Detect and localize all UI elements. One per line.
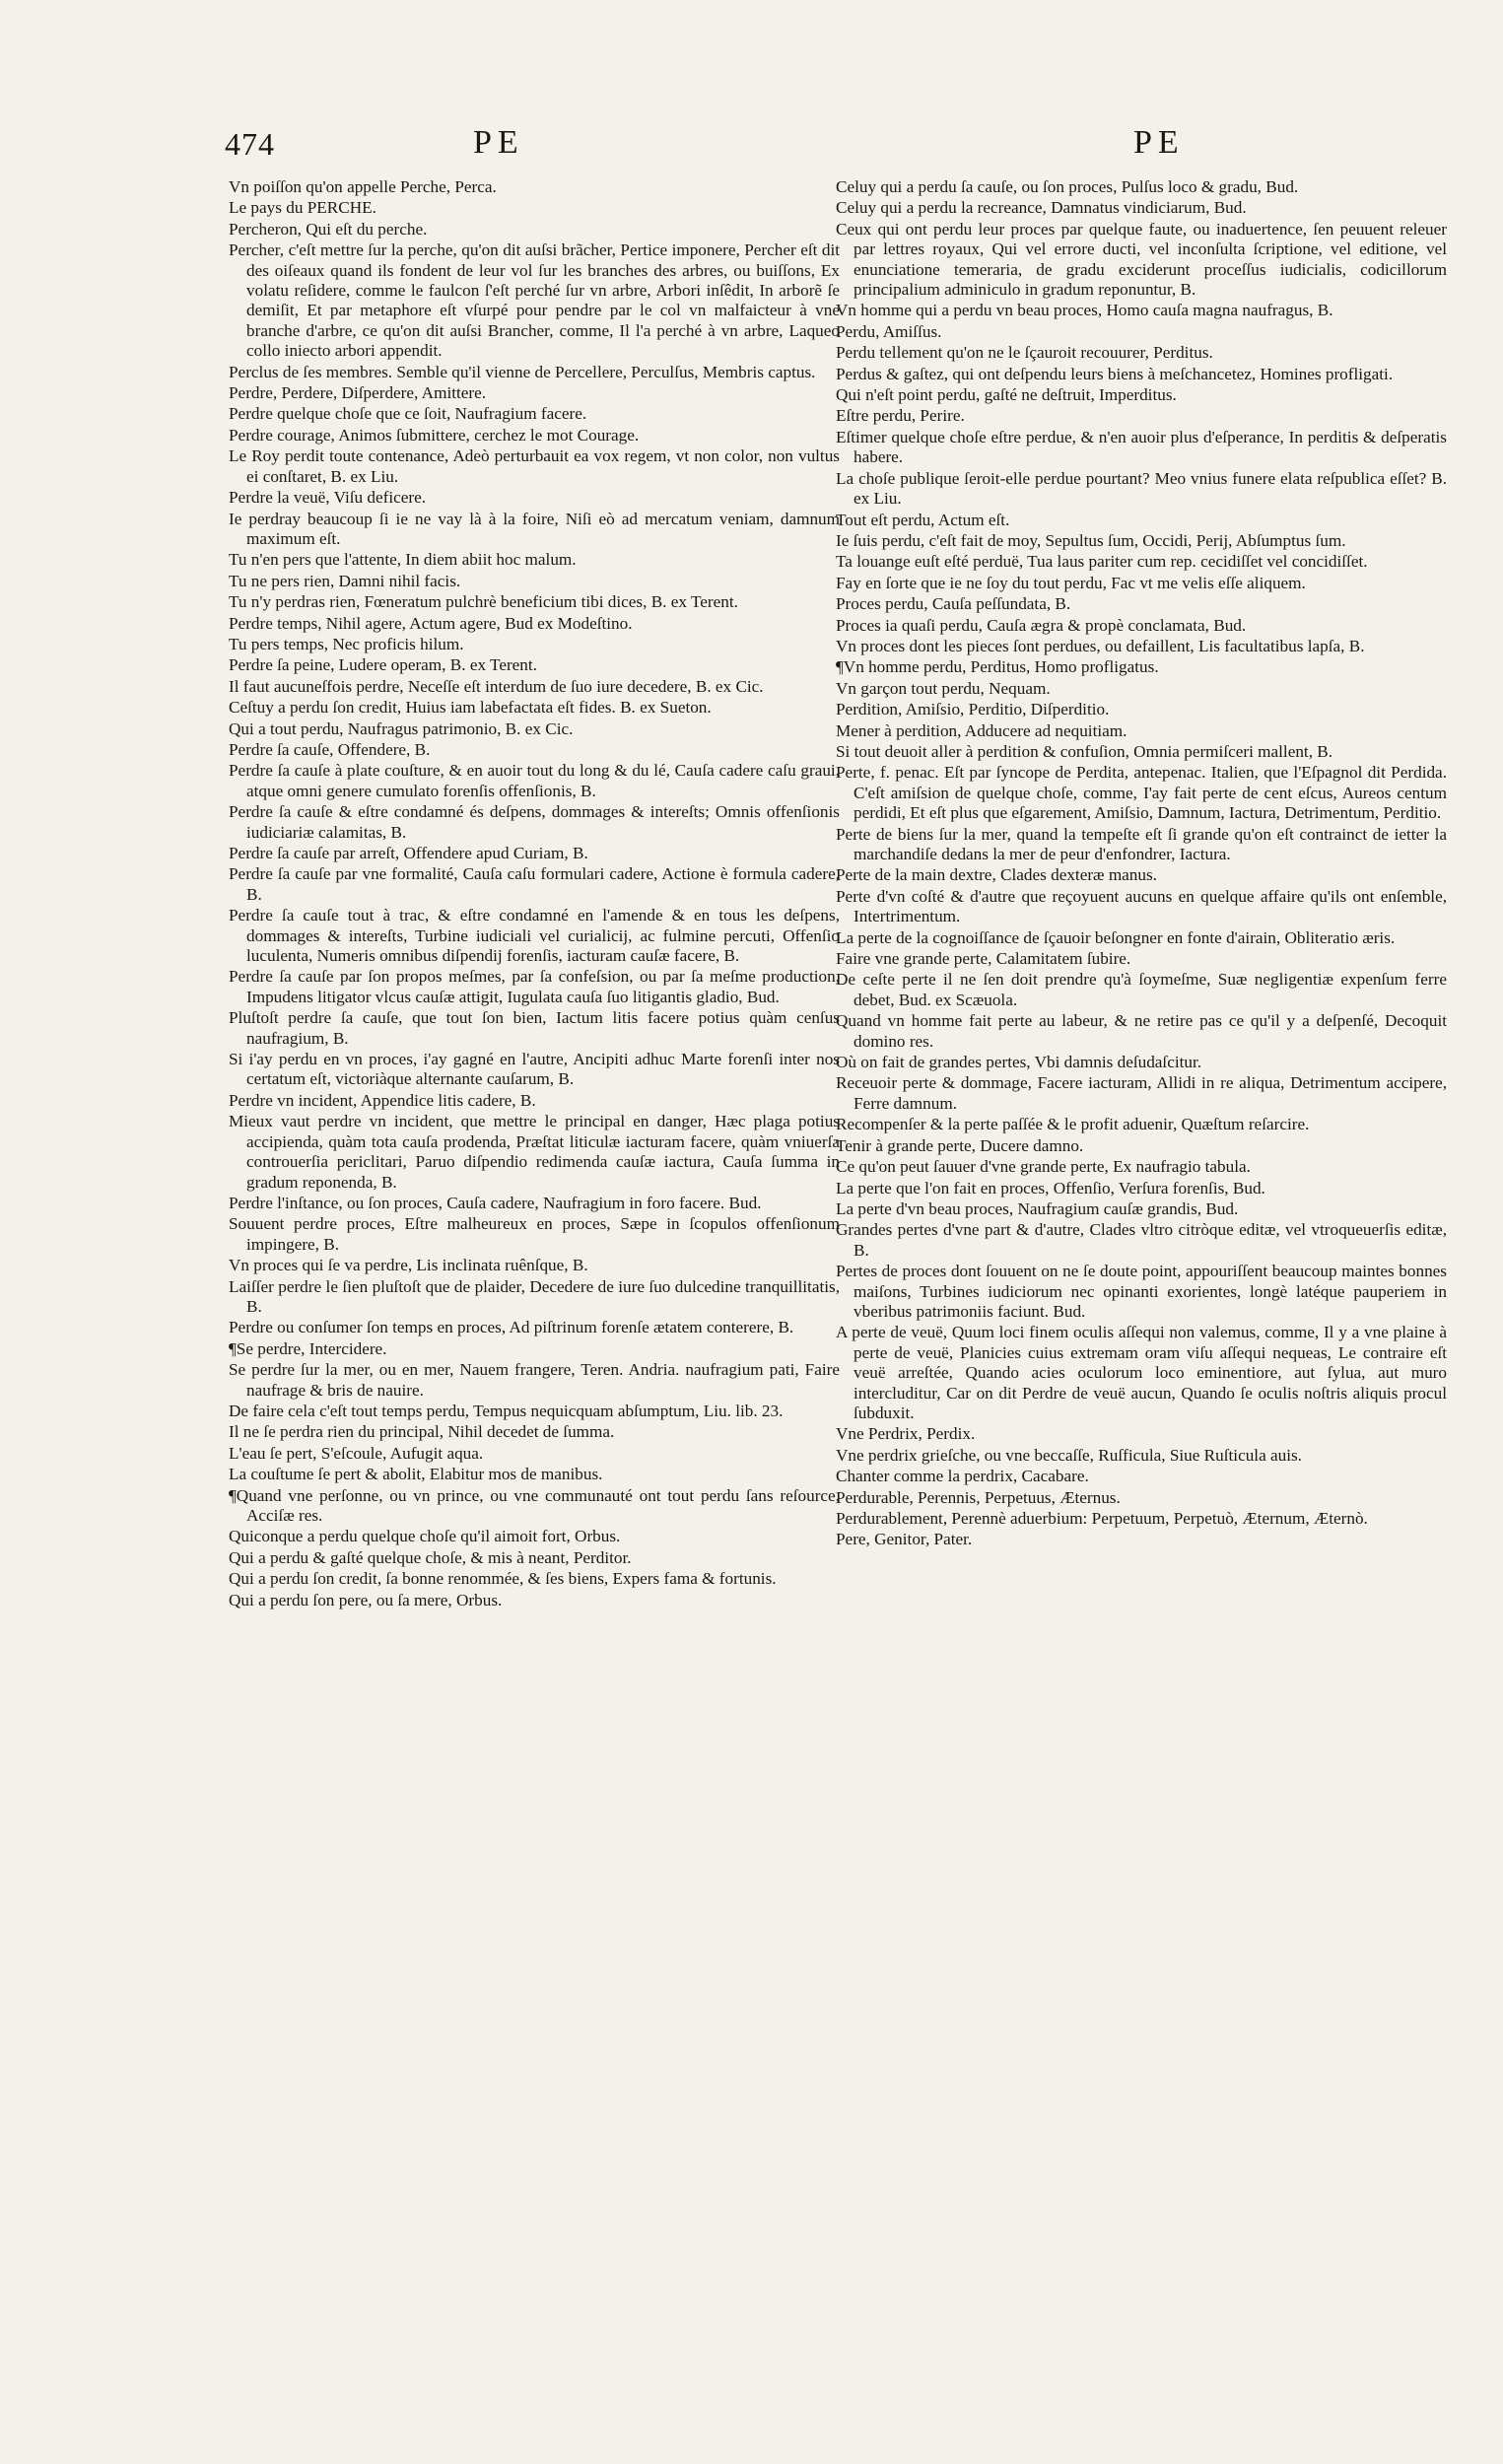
entry: Vne perdrix grieſche, ou vne beccaſſe, Ruſficula, Siue Ruſticula auis. <box>836 1445 1302 1465</box>
entry: Perdre ou conſumer ſon temps en proces, Ad piſtrinum forenſe ætatem conterere, B. <box>229 1318 794 1337</box>
entry: Percher, c'eſt mettre ſur la perche, qu'on dit auſsi brãcher, Pertice imponere, Percher eſt dit des oiſeaux quand ils fondent de leur vol ſur les branches des arbres, ou buiſſons, Ex volatu reſidere, comme le faulcon ſ'eſt perché ſur vn arbre, Arbori inſêdit, In arborẽ ſe demiſit, Et par metaphore eſt vſurpé pour pendre par le col vn malfaicteur à vne branche d'arbre, ce qu'on dit auſsi Brancher, comme, Il l'a perché à vn arbre, Laqueo collo iniecto arbori appendit. <box>229 240 840 361</box>
entry: La choſe publique ſeroit-elle perdue pourtant? Meo vnius funere elata reſpublica eſſet? B. ex Liu. <box>836 468 1447 509</box>
entry: Qui a perdu ſon pere, ou ſa mere, Orbus. <box>229 1590 503 1609</box>
entry: Perdre courage, Animos ſubmittere, cerchez le mot Courage. <box>229 425 640 445</box>
entry: Mener à perdition, Adducere ad nequitiam. <box>836 720 1127 740</box>
entry: Si i'ay perdu en vn proces, i'ay gagné en l'autre, Ancipiti adhuc Marte forenſi inter nos certatum eſt, victoriàque alternante cauſarum, B. <box>229 1050 840 1089</box>
entry: Tu n'en pers que l'attente, In diem abiit hoc malum. <box>229 550 577 570</box>
entry: Vn poiſſon qu'on appelle Perche, Perca. <box>229 177 497 196</box>
entry: Perte, f. penac. Eſt par ſyncope de Perdita, antepenac. Italien, que l'Eſpagnol dit Perdida. C'eſt amiſsion de quelque choſe, comme, I'ay fait perte de cent eſcus, Aureos centum perdidi, Et eſt plus que eſgarement, Amiſsio, Damnum, Iactura, Detrimentum, Perditio. <box>836 763 1447 823</box>
entry: Perdre ſa cauſe à plate couſture, & en auoir tout du long & du lé, Cauſa cadere caſu graui, atque omni genere cumulato forenſis offenſionis, B. <box>229 761 840 800</box>
entry: Pertes de proces dont ſouuent on ne ſe doute point, appouriſſent beaucoup maintes bonnes maiſons, Turbines iudiciorum nec opinanti exorientes, longè latéque pauperiem in vberibus patrimoniis faciunt. Bud. <box>836 1262 1447 1321</box>
entry: Celuy qui a perdu la recreance, Damnatus vindiciarum, Bud. <box>836 198 1247 218</box>
entry: Vne Perdrix, Perdix. <box>836 1424 976 1444</box>
entry: Qui n'eſt point perdu, gaſté ne deſtruit, Imperditus. <box>836 385 1177 405</box>
entry: ¶Se perdre, Intercidere. <box>229 1338 387 1358</box>
left-column <box>229 177 840 1611</box>
entry: Perdre, Perdere, Diſperdere, Amittere. <box>229 383 487 403</box>
entry: Recompenſer & la perte paſſée & le profit aduenir, Quæſtum reſarcire. <box>836 1115 1310 1134</box>
entry: Ceux qui ont perdu leur proces par quelque faute, ou inaduertence, ſen peuuent releuer par lettres royaux, Qui vel errore ducti, vel inconſulta ſcriptione, vel editione, vel enunciatione temeraria, de gradu exciderunt proceſſus iudicialis, codicillorum principalium adminiculo in gradum reponuntur, B. <box>836 219 1447 300</box>
entry: Perte de biens ſur la mer, quand la tempeſte eſt ſi grande qu'on eſt contrainct de ietter la marchandiſe dedans la mer de peur d'enfondrer, Iactura. <box>836 824 1447 863</box>
entry: Fay en ſorte que ie ne ſoy du tout perdu, Fac vt me velis eſſe aliquem. <box>836 573 1306 592</box>
entry: Ta louange euſt eſté perduë, Tua laus pariter cum rep. cecidiſſet vel concidiſſet. <box>836 552 1368 572</box>
entry: Perdre ſa peine, Ludere operam, B. ex Terent. <box>229 655 537 675</box>
entry: Perdre temps, Nihil agere, Actum agere, Bud ex Modeſtino. <box>229 613 633 633</box>
entry: ¶Vn homme perdu, Perditus, Homo profligatus. <box>836 657 1159 677</box>
entry: Où on fait de grandes pertes, Vbi damnis deſudaſcitur. <box>836 1053 1202 1072</box>
entry: Perdition, Amiſsio, Perditio, Diſperditio. <box>836 700 1110 719</box>
entry: Perte d'vn coſté & d'autre que reçoyuent aucuns en quelque affaire qu'ils ont enſemble, Intertrimentum. <box>836 886 1447 926</box>
entry: Ceſtuy a perdu ſon credit, Huius iam labefactata eſt fides. B. ex Sueton. <box>229 698 712 718</box>
entry: A perte de veuë, Quum loci finem oculis aſſequi non valemus, comme, Il y a vne plaine à perte de veuë, Planicies cuius extremam oram viſu aſſequi nequeas, Le contraire eſt veuë arreſtée, Quando acies oculorum loco eminentiore, aut ſylua, aut muro intercluditur, Car on dit Perdre de veuë aucun, Quando ſe oculis noſtris aliquis procul ſubduxit. <box>836 1323 1447 1422</box>
entry: Le pays du PERCHE. <box>229 198 376 218</box>
entry: La perte d'vn beau proces, Naufragium cauſæ grandis, Bud. <box>836 1198 1239 1218</box>
right-column <box>836 177 1447 1551</box>
entry: Perdre ſa cauſe & eſtre condamné és deſpens, dommages & intereſts; Omnis offenſionis iudiciariæ calamitas, B. <box>229 802 840 842</box>
entry: Perdre ſa cauſe, Offendere, B. <box>229 739 431 759</box>
entry: Tenir à grande perte, Ducere damno. <box>836 1135 1084 1155</box>
entry: De ceſte perte il ne ſen doit prendre qu'à ſoymeſme, Suæ negligentiæ expenſum ferre debet, Bud. ex Scæuola. <box>836 970 1447 1009</box>
entry: Proces ia quaſi perdu, Cauſa ægra & propè conclamata, Bud. <box>836 615 1247 635</box>
entry: Chanter comme la perdrix, Cacabare. <box>836 1467 1089 1486</box>
entry: Tu pers temps, Nec proficis hilum. <box>229 634 464 653</box>
entry: Perdu tellement qu'on ne le ſçauroit recouurer, Perditus. <box>836 343 1213 363</box>
entry: Perte de la main dextre, Clades dexteræ manus. <box>836 865 1157 885</box>
entry: Ce qu'on peut ſauuer d'vne grande perte, Ex naufragio tabula. <box>836 1157 1251 1177</box>
entry: Perdre ſa cauſe tout à trac, & eſtre condamné en l'amende & en tous les deſpens, dommages & intereſts, Turbine iudiciali vel curialicij, ac fulmine percuti, Offenſio luculenta, Numeris omnibus diſpendij forenſis, iacturam cauſæ facere, B. <box>229 906 840 966</box>
entry: Quand vn homme fait perte au labeur, & ne retire pas ce qu'il y a deſpenſé, Decoquit domino res. <box>836 1011 1447 1051</box>
entry: Celuy qui a perdu ſa cauſe, ou ſon proces, Pulſus loco & gradu, Bud. <box>836 177 1299 196</box>
entry: Perdre quelque choſe que ce ſoit, Naufragium facere. <box>229 404 587 424</box>
entry: De faire cela c'eſt tout temps perdu, Tempus nequicquam abſumptum, Liu. lib. 23. <box>229 1401 784 1420</box>
entry: Percheron, Qui eſt du perche. <box>229 219 428 239</box>
entry: Eſtre perdu, Perire. <box>836 406 965 426</box>
entry: Receuoir perte & dommage, Facere iacturam, Allidi in re aliqua, Detrimentum accipere, Ferre damnum. <box>836 1073 1447 1113</box>
entry: Perdre ſa cauſe par arreſt, Offendere apud Curiam, B. <box>229 844 588 862</box>
entry: Tu n'y perdras rien, Fœneratum pulchrè beneficium tibi dices, B. ex Terent. <box>229 592 738 612</box>
entry: Perdurable, Perennis, Perpetuus, Æternus. <box>836 1487 1121 1507</box>
entry: Vn garçon tout perdu, Nequam. <box>836 678 1051 698</box>
entry: Tu ne pers rien, Damni nihil facis. <box>229 571 461 590</box>
entry: Eſtimer quelque choſe eſtre perdue, & n'en auoir plus d'eſperance, In perditis & deſperatis habere. <box>836 427 1447 467</box>
entry: La couſtume ſe pert & abolit, Elabitur mos de manibus. <box>229 1465 603 1484</box>
entry: La perte de la cognoiſſance de ſçauoir beſongner en fonte d'airain, Obliteratio æris. <box>836 927 1396 947</box>
entry: Perdus & gaſtez, qui ont deſpendu leurs biens à meſchancetez, Homines profligati. <box>836 364 1394 383</box>
entry: Il faut aucuneſfois perdre, Neceſſe eſt interdum de ſuo iure decedere, B. ex Cic. <box>229 676 764 696</box>
entry: Quiconque a perdu quelque choſe qu'il aimoit fort, Orbus. <box>229 1527 621 1546</box>
entry: Perclus de ſes membres. Semble qu'il vienne de Percellere, Perculſus, Membris captus. <box>229 362 816 381</box>
entry: Perdre la veuë, Viſu deficere. <box>229 488 427 508</box>
entry: Perdre l'inſtance, ou ſon proces, Cauſa cadere, Naufragium in foro facere. Bud. <box>229 1193 762 1212</box>
entry: Ie ſuis perdu, c'eſt fait de moy, Sepultus ſum, Occidi, Perij, Abſumptus ſum. <box>836 530 1346 550</box>
entry: Perdurablement, Perennè aduerbium: Perpetuum, Perpetuò, Æternum, Æternò. <box>836 1509 1368 1528</box>
entry: L'eau ſe pert, S'eſcoule, Aufugit aqua. <box>229 1443 484 1463</box>
running-head-left: PE <box>473 124 524 161</box>
entry: Vn proces dont les pieces ſont perdues, ou defaillent, Lis facultatibus lapſa, B. <box>836 636 1365 655</box>
entry: Tout eſt perdu, Actum eſt. <box>836 510 1010 529</box>
entry: Il ne ſe perdra rien du principal, Nihil decedet de ſumma. <box>229 1422 615 1442</box>
entry: Le Roy perdit toute contenance, Adeò perturbauit ea vox regem, vt non color, non vultus ei conſtaret, B. ex Liu. <box>229 446 840 486</box>
entry: Vn proces qui ſe va perdre, Lis inclinata ruênſque, B. <box>229 1256 588 1275</box>
entry: Pluſtoſt perdre ſa cauſe, que tout ſon bien, Iactum litis facere potius quàm cenſus naufragium, B. <box>229 1008 840 1048</box>
entry: Souuent perdre proces, Eſtre malheureux en proces, Sæpe in ſcopulos offenſionum impingere, B. <box>229 1214 840 1254</box>
entry: Perdre ſa cauſe par ſon propos meſmes, par ſa confeſsion, ou par ſa meſme production, Impudens litigator vlcus cauſæ attigit, Iugulata cauſa ſuo litigantis gladio, Bud. <box>229 967 840 1006</box>
entry: Pere, Genitor, Pater. <box>836 1530 973 1549</box>
entry: Vn homme qui a perdu vn beau proces, Homo cauſa magna naufragus, B. <box>836 301 1333 320</box>
page-header <box>225 126 1459 173</box>
entry: Se perdre ſur la mer, ou en mer, Nauem frangere, Teren. Andria. naufragium pati, Faire naufrage & bris de nauire. <box>229 1360 840 1400</box>
entry: Mieux vaut perdre vn incident, que mettre le principal en danger, Hæc plaga potius accipienda, quàm tota cauſa prodenda, Præſtat liticulæ iacturam facere, quàm vniuerſa controuerſia periclitari, Paruo diſpendio redimenda cauſæ iactura, Cauſa ſumma in gradum reponenda, B. <box>229 1112 840 1192</box>
entry: Ie perdray beaucoup ſi ie ne vay là à la foire, Niſi eò ad mercatum veniam, damnum maximum eſt. <box>229 509 840 548</box>
entry: Qui a perdu ſon credit, ſa bonne renommée, & ſes biens, Expers fama & fortunis. <box>229 1569 777 1589</box>
entry: Laiſſer perdre le ſien pluſtoſt que de plaider, Decedere de iure ſuo dulcedine tranquillitatis, B. <box>229 1276 840 1316</box>
entry: Faire vne grande perte, Calamitatem ſubire. <box>836 949 1131 969</box>
entry: Si tout deuoit aller à perdition & confuſion, Omnia permiſceri mallent, B. <box>836 741 1333 761</box>
running-head-right: PE <box>1133 124 1185 161</box>
entry: Perdu, Amiſſus. <box>836 321 942 341</box>
entry: Perdre ſa cauſe par vne formalité, Cauſa caſu formulari cadere, Actione è formula cadere, B. <box>229 864 840 904</box>
entry: ¶Quand vne perſonne, ou vn prince, ou vne communauté ont tout perdu ſans reſource, Acciſæ res. <box>229 1485 840 1525</box>
entry: Qui a tout perdu, Naufragus patrimonio, B. ex Cic. <box>229 719 574 738</box>
entry: Qui a perdu & gaſté quelque choſe, & mis à neant, Perditor. <box>229 1547 632 1567</box>
entry: Proces perdu, Cauſa peſſundata, B. <box>836 594 1071 614</box>
page-number: 474 <box>225 126 275 162</box>
entry: Grandes pertes d'vne part & d'autre, Clades vltro citròque editæ, vel vtroqueuerſis editæ, B. <box>836 1220 1447 1260</box>
entry: Perdre vn incident, Appendice litis cadere, B. <box>229 1090 536 1110</box>
entry: La perte que l'on fait en proces, Offenſio, Verſura forenſis, Bud. <box>836 1178 1265 1198</box>
